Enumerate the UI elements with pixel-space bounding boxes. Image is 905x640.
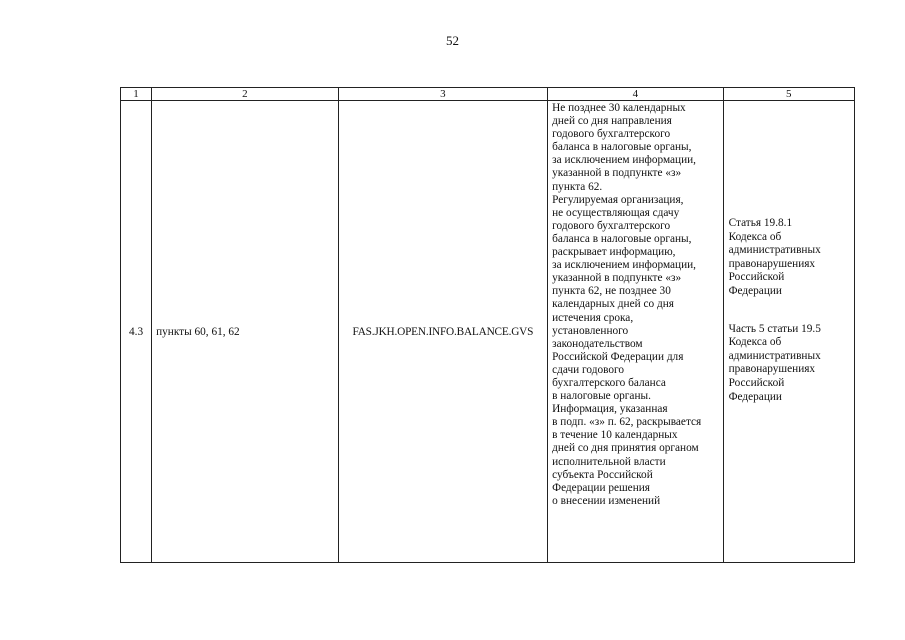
requirement-line: годового бухгалтерского <box>552 219 671 232</box>
requirement-line: дней со дня принятия органом <box>552 442 699 455</box>
requirement-line: Не позднее 30 календарных <box>552 102 686 114</box>
requirement-line: в налоговые органы. <box>552 390 651 403</box>
liability-article-2 <box>729 323 854 405</box>
liability-line: административных <box>728 244 821 257</box>
liability-line: правонарушениях <box>728 257 816 270</box>
requirement-line: указанной в подпункте «з» <box>552 272 682 285</box>
column-header-3: 3 <box>338 88 548 101</box>
row-requirement <box>548 101 723 563</box>
requirement-line: сдачи годового <box>552 363 624 376</box>
row-number: 4.3 <box>121 101 152 563</box>
requirement-line: субъекта Российской <box>552 468 653 481</box>
liability-line: Часть 5 статьи 19.5 <box>728 322 821 335</box>
liability-line: Федерации <box>728 284 782 297</box>
liability-line: Российской <box>728 271 785 284</box>
liability-line: административных <box>728 349 821 362</box>
requirement-line: дней со дня направления <box>552 115 672 128</box>
requirement-line: пункта 62, не позднее 30 <box>552 285 671 298</box>
requirement-line: истечения срока, <box>552 311 634 324</box>
row-code: FAS.JKH.OPEN.INFO.BALANCE.GVS <box>338 101 548 563</box>
column-header-4: 4 <box>548 88 723 101</box>
requirement-line: Российской Федерации для <box>552 350 684 363</box>
requirement-line: законодательством <box>552 337 643 350</box>
requirement-line: исполнительной власти <box>552 455 666 468</box>
requirement-line: за исключением информации, <box>552 259 696 272</box>
requirement-line: Федерации решения <box>552 481 650 494</box>
requirement-line: годового бухгалтерского <box>552 128 671 141</box>
column-header-2: 2 <box>152 88 339 101</box>
requirement-line: баланса в налоговые органы, <box>552 232 692 245</box>
requirement-line: календарных дней со дня <box>552 298 674 311</box>
requirements-table <box>120 87 855 563</box>
page-number: 52 <box>446 33 459 48</box>
requirement-line: баланса в налоговые органы, <box>552 141 692 154</box>
liability-line: Российской <box>728 376 785 389</box>
liability-article-1 <box>729 217 854 299</box>
requirement-line: раскрывает информацию, <box>552 246 676 259</box>
requirement-line: за исключением информации, <box>552 154 696 167</box>
row-liability <box>723 101 854 563</box>
requirement-line: указанной в подпункте «з» <box>552 167 682 180</box>
requirement-line: в течение 10 календарных <box>552 429 678 442</box>
column-header-1: 1 <box>121 88 152 101</box>
liability-line: Федерации <box>728 390 782 403</box>
requirement-line: пункта 62. <box>552 180 603 193</box>
requirement-line: в подп. «з» п. 62, раскрывается <box>552 416 702 429</box>
requirement-line: установленного <box>552 324 629 337</box>
table-header-row <box>121 88 855 101</box>
requirement-line: не осуществляющая сдачу <box>552 206 680 219</box>
requirement-line: бухгалтерского баланса <box>552 376 666 389</box>
row-points: пункты 60, 61, 62 <box>152 101 339 563</box>
requirement-line: Регулируемая организация, <box>552 193 684 206</box>
table-row <box>121 101 855 563</box>
requirement-line: о внесении изменений <box>552 494 661 507</box>
liability-line: Статья 19.8.1 <box>728 217 793 229</box>
column-header-5: 5 <box>723 88 854 101</box>
liability-line: Кодекса об <box>728 230 782 243</box>
liability-line: правонарушениях <box>728 363 816 376</box>
requirement-line: Информация, указанная <box>552 403 668 416</box>
liability-line: Кодекса об <box>728 336 782 349</box>
requirement-text <box>552 102 722 508</box>
